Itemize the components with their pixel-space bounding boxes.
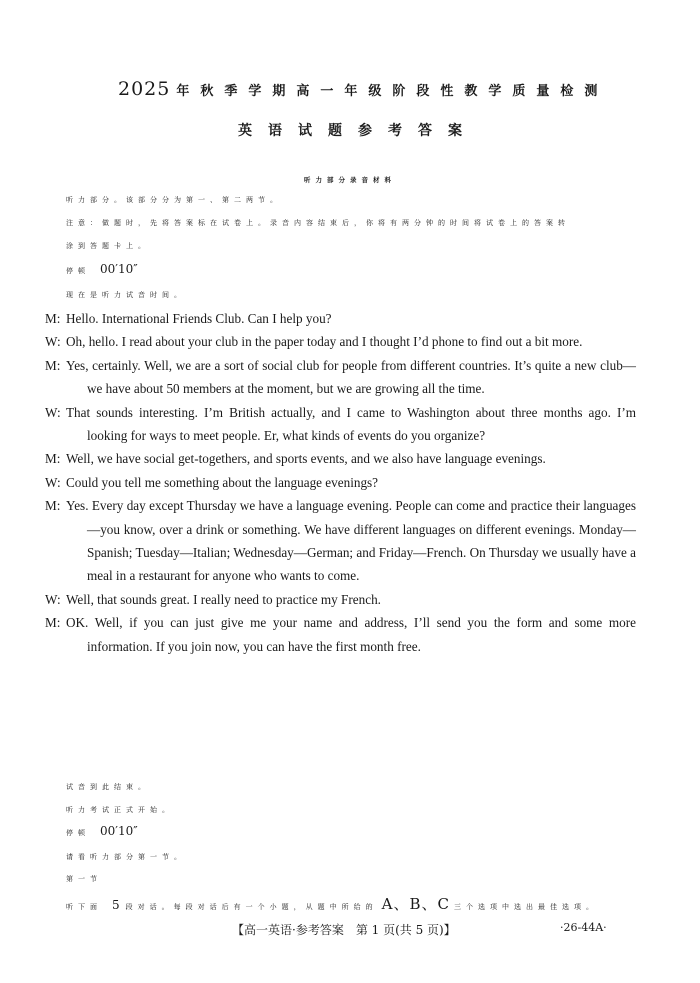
dialog-text: That sounds interesting. I’m British actually, and I came to Washington about three months ago. I’m looking for ways to meet people. Er, what kinds of events do you organize? — [66, 404, 636, 444]
dialog-text: Yes, certainly. Well, we are a sort of social club for people from different countries. It’s quite a new club—we have about 50 members at the moment, but we are growing all the time. — [66, 357, 636, 397]
dialog-text: OK. Well, if you can just give me your name and address, I’ll send you the form and some more information. If you join now, you can have the first month free. — [66, 615, 636, 654]
document-subtitle: 英语试题参考答案 — [238, 123, 478, 139]
dialog-text: Yes. Every day except Thursday we have a language evening. People can come and practice their languages—you know, over a drink or something. We have different languages on different evenings. Monday—Spanish; Tuesday—Italian; Wednesday—German; and Friday—French. On Thursday we usually have a meal in a restaurant for anyone who wants to come. — [66, 498, 636, 584]
dialog-line: M: OK. Well, if you can just give me your name and address, I’ll send you the form and some more information. If you join now, you can have the first month free. — [45, 615, 636, 654]
instruction-line-2: 注意：做题时，先将答案标在试卷上。录音内容结束后，你将有两分钟的时间将试卷上的答案转 — [66, 219, 570, 227]
dialog-text: Could you tell me something about the language evenings? — [66, 474, 379, 490]
exam-start: 听力考试正式开始。 — [66, 806, 174, 814]
pause-1-time: 00′10″ — [100, 262, 138, 276]
dialog-line: W: Could you tell me something about the language evenings? — [45, 474, 379, 490]
dialog-line: M: Hello. International Friends Club. Can I help you? — [45, 311, 332, 326]
footer-label: 【高一英语·参考答案 第 1 页(共 5 页)】 — [232, 923, 456, 937]
pause-2 — [66, 824, 138, 838]
dialog-line: M: Well, we have social get-togethers, and sports events, and we also have language evenings. — [45, 451, 546, 467]
dialog-line: W: That sounds interesting. I’m British actually, and I came to Washington about three months ago. I’m looking for ways to meet people. Er, what kinds of events do you organize? — [45, 404, 636, 444]
dialog-line: W: Oh, hello. I read about your club in the paper today and I thought I’d phone to find out a bit more. — [45, 334, 583, 350]
section-1-label: 第一节 — [66, 875, 102, 883]
listen-pre: 听下面 — [66, 903, 102, 911]
dialog-line: M: Yes, certainly. Well, we are a sort of social club for people from different countries. It’s quite a new club—we have about 50 members at the moment, but we are growing all the time. — [45, 357, 636, 397]
instruction-line-3: 涂到答题卡上。 — [66, 242, 150, 250]
pause-2-time: 00′10″ — [100, 824, 138, 838]
trial-start: 现在是听力试音时间。 — [66, 291, 186, 299]
dialog-text: Hello. International Friends Club. Can I help you? — [66, 311, 332, 326]
listen-mid: 段对话。每段对话后有一个小题，从题中所给的 — [125, 903, 378, 911]
pause-1 — [66, 262, 138, 276]
listen-count: 5 — [112, 898, 120, 912]
pause-1-label: 停顿 — [66, 267, 90, 275]
section-heading: 听力部分录音材料 — [304, 176, 396, 184]
dialog-text: Well, that sounds great. I really need to practice my French. — [66, 591, 381, 607]
footer-code: ·26-44A· — [560, 921, 607, 934]
pause-2-label: 停顿 — [66, 829, 90, 837]
dialog-text: Well, we have social get-togethers, and sports events, and we also have language evenings. — [66, 451, 546, 467]
exam-year: 2025 — [118, 78, 171, 100]
listen-post: 三个选项中选出最佳选项。 — [453, 903, 598, 911]
dialog-line: W: Well, that sounds great. I really need to practice my French. — [45, 591, 381, 607]
dialog-line: M: Yes. Every day except Thursday we have a language evening. People can come and practice their languages—you know, over a drink or something. We have different languages on different evenings. Monday—Spanish; Tuesday—Italian; Wednesday—German; and Friday—French. On Thursday we usually have a meal in a restaurant for anyone who wants to come. — [45, 498, 636, 584]
listen-options: A、B、C — [381, 895, 450, 913]
dialog-transcript — [45, 307, 636, 658]
dialog-text: Oh, hello. I read about your club in the paper today and I thought I’d phone to find out a bit more. — [66, 334, 583, 350]
instruction-line-1: 听力部分。该部分分为第一、第二两节。 — [66, 196, 282, 204]
section-1-prompt: 请看听力部分第一节。 — [66, 853, 186, 861]
trial-end: 试音到此结束。 — [66, 783, 150, 791]
exam-title — [118, 78, 608, 100]
listen-instruction — [66, 893, 598, 914]
exam-title-text: 年秋季学期高一年级阶段性教学质量检测 — [176, 84, 609, 99]
